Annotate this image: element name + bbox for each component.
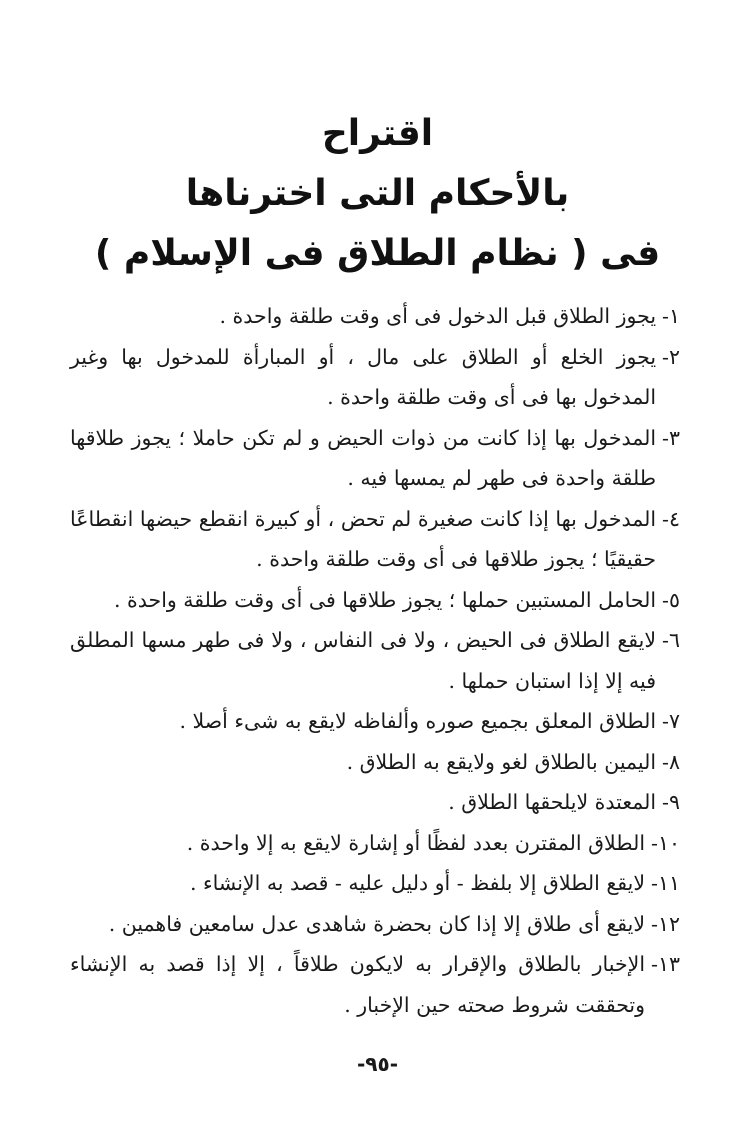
item-text: لايقع أى طلاق إلا إذا كان بحضرة شاهدى عدل سامعين فاهمين .: [108, 911, 646, 936]
item-number: ٢-: [662, 344, 680, 369]
item-text: يجوز الطلاق قبل الدخول فى أى وقت طلقة واحدة .: [219, 304, 657, 328]
item-text: الطلاق المعلق بجميع صوره وألفاظه لايقع به شىء أصلا .: [179, 709, 657, 733]
item-text: يجوز الخلع أو الطلاق على مال ، أو المبارأة للمدخول بها وغير المدخول بها فى أى وقت طلقة واحدة .: [70, 344, 657, 409]
item-text: لايقع الطلاق إلا بلفظ - أو دليل عليه - قصد به الإنشاء .: [190, 871, 646, 895]
proposal-list: [70, 296, 680, 1025]
item-number: ١٠-: [651, 830, 680, 855]
item-number: ٣-: [662, 425, 680, 450]
list-item: [70, 701, 680, 742]
item-number: ٧-: [662, 709, 680, 733]
item-text: المدخول بها إذا كانت صغيرة لم تحض ، أو كبيرة انقطع حيضها انقطاعًا حقيقيًا ؛ يجوز طلاقها فى أى وقت طلقة واحدة .: [70, 506, 657, 571]
title-line-1: اقتراح: [321, 113, 434, 154]
item-number: ١١-: [651, 871, 680, 895]
list-item: [70, 782, 680, 823]
item-number: ٦-: [662, 628, 680, 652]
item-number: ١-: [662, 304, 680, 328]
title-line-3: فى ( نظام الطلاق فى الإسلام ): [94, 233, 661, 274]
item-number: ٩-: [662, 790, 680, 814]
item-text: لايقع الطلاق فى الحيض ، ولا فى النفاس ، ولا فى طهر مسها المطلق فيه إلا إذا استبان حملها .: [70, 628, 657, 693]
list-item: [70, 418, 680, 499]
item-number: ٤-: [662, 506, 680, 531]
title-block: [0, 104, 755, 284]
item-number: ٨-: [662, 749, 680, 774]
list-item: [70, 823, 680, 864]
item-text: الإخبار بالطلاق والإقرار به لايكون طلاقاً ، إلا إذا قصد به الإنشاء وتحققت شروط صحته حين الإخبار .: [70, 952, 646, 1017]
item-text: المدخول بها إذا كانت من ذوات الحيض و لم تكن حاملا ؛ يجوز طلاقها طلقة واحدة فى طهر لم يمسها فيه .: [70, 425, 657, 490]
list-item: [70, 499, 680, 580]
list-item: [70, 337, 680, 418]
item-text: اليمين بالطلاق لغو ولايقع به الطلاق .: [346, 749, 657, 774]
list-item: [70, 620, 680, 701]
list-item: [70, 904, 680, 945]
list-item: [70, 296, 680, 337]
page-number: -٩٥-: [356, 1052, 399, 1076]
item-text: المعتدة لايلحقها الطلاق .: [448, 790, 657, 814]
item-number: ١٣-: [651, 952, 680, 976]
list-item: [70, 580, 680, 621]
item-number: ٥-: [662, 587, 680, 612]
list-item: [70, 863, 680, 904]
list-item: [70, 742, 680, 783]
item-text: الطلاق المقترن بعدد لفظًا أو إشارة لايقع به إلا واحدة .: [186, 830, 646, 855]
item-text: الحامل المستبين حملها ؛ يجوز طلاقها فى أى وقت طلقة واحدة .: [113, 587, 657, 612]
title-line-2: بالأحكام التى اخترناها: [185, 173, 570, 214]
item-number: ١٢-: [651, 911, 680, 936]
list-item: [70, 944, 680, 1025]
